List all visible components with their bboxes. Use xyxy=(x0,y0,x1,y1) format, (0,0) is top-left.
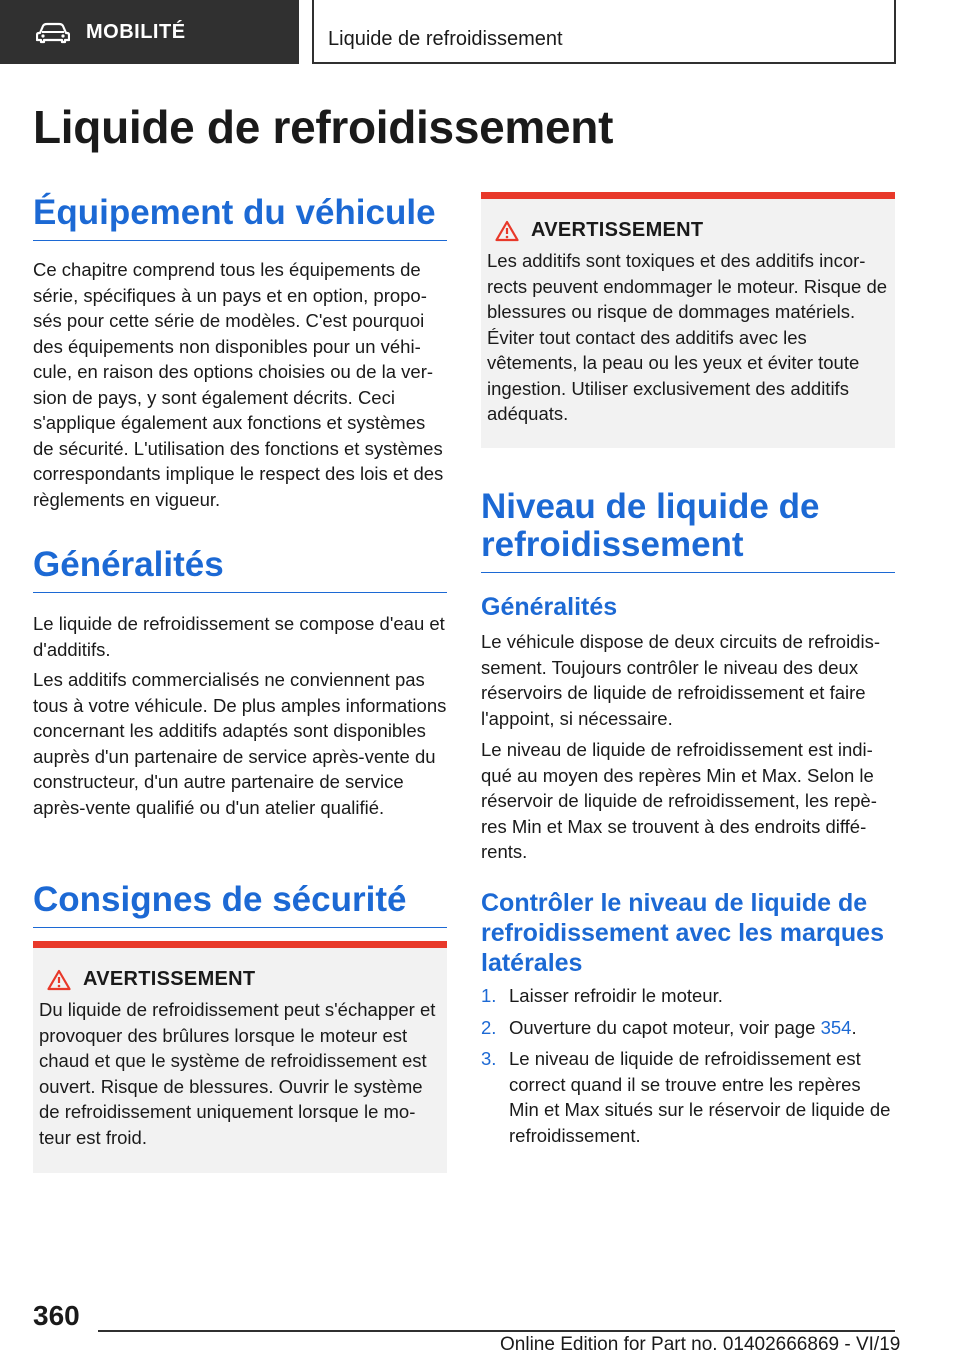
running-title: Liquide de refroidissement xyxy=(328,28,563,50)
level-para-1: Le véhicule dispose de deux circuits de refroidissement. Toujours contrôler le niveau des deux réservoirs de liquide de refroidissement et faire l'appoint, si nécessaire. xyxy=(481,631,880,729)
section-tab[interactable] xyxy=(0,0,299,64)
warning-text: Les additifs sont toxiques et des additifs incorrects peuvent endommager le moteur. Risque de blessures ou risque de dommages matériels. Éviter tout contact des additifs avec les vêtements, la peau ou les yeux et éviter toute ingestion. Utiliser exclusivement des additifs adéquats. xyxy=(487,250,888,424)
warning-label: AVERTISSEMENT xyxy=(531,219,704,241)
equipment-text: Ce chapitre comprend tous les équipements de série, spécifiques à un pays et en option, proposés pour cette série de modèles. C'est pourquoi des équipements non disponibles pour un véhicule, en raison des options choisies ou de la version de pays, y sont également décrits. Ceci s'applique également aux fonctions et systèmes de sécurité. L'utilisation des fonctions et systèmes correspondants implique le respect des lois et des règlements en vigueur. xyxy=(33,259,444,510)
warning-box-additives xyxy=(481,192,895,448)
page-number: 360 xyxy=(33,1300,80,1331)
step-number: 2. xyxy=(481,1016,497,1038)
step-text: Le niveau de liquide de refroidissement est correct quand il se trouve entre les repères Min et Max situés sur le réservoir de liquide de refroidissement. xyxy=(509,1048,891,1146)
step-text: Laisser refroidir le moteur. xyxy=(509,985,723,1006)
section-label: MOBILITÉ xyxy=(86,20,186,43)
heading-coolant-level: Niveau de liquide de refroidissement xyxy=(481,488,895,573)
heading-safety: Consignes de sécurité xyxy=(33,881,447,928)
step-text: Ouverture du capot moteur, voir page xyxy=(509,1016,821,1038)
general-para-2: Les additifs commercialisés ne conviennent pas tous à votre véhicule. De plus amples informations concernant les additifs adaptés sont disponibles auprès d'un partenaire de service après-vente du constructeur, d'un autre partenaire de service après-vente qualifié ou d'un atelier qualifié. xyxy=(33,669,447,818)
heading-equipment: Équipement du véhicule xyxy=(33,194,447,241)
running-header xyxy=(312,0,896,64)
page-link-354[interactable]: 354 xyxy=(820,1016,852,1038)
warning-box-burn xyxy=(33,941,447,1173)
steps-list xyxy=(481,983,895,1154)
warning-label: AVERTISSEMENT xyxy=(83,968,256,990)
page-title: Liquide de refroidissement xyxy=(33,101,614,153)
step-item xyxy=(481,1046,895,1148)
subheading-general: Généralités xyxy=(481,593,618,621)
warning-header xyxy=(47,968,441,991)
step-number: 3. xyxy=(481,1048,497,1069)
step-item xyxy=(481,1015,895,1041)
car-icon xyxy=(36,20,70,44)
subheading-check-level: Contrôler le niveau de liquide de refroidissement avec les marques latérales xyxy=(481,889,884,977)
warning-triangle-icon xyxy=(495,220,519,242)
footer-edition: Online Edition for Part no. 01402666869 - VI/19 xyxy=(500,1334,901,1355)
step-number: 1. xyxy=(481,985,497,1006)
footer-divider xyxy=(98,1330,895,1332)
general-para-1: Le liquide de refroidissement se compose d'eau et d'additifs. xyxy=(33,613,445,660)
step-item xyxy=(481,983,895,1009)
warning-triangle-icon xyxy=(47,969,71,991)
warning-text: Du liquide de refroidissement peut s'échapper et provoquer des brûlures lorsque le moteur est chaud et que le système de refroidissement est ouvert. Risque de blessures. Ouvrir le système de refroidissement uniquement lorsque le moteur est froid. xyxy=(39,999,436,1148)
level-para-2: Le niveau de liquide de refroidissement est indiqué au moyen des repères Min et Max. Selon le réservoir de liquide de refroidissement, les repères Min et Max se trouvent à des endroits différents. xyxy=(481,739,877,862)
warning-header xyxy=(495,219,889,242)
heading-general: Généralités xyxy=(33,546,447,593)
step-text-end: . xyxy=(851,1016,857,1038)
